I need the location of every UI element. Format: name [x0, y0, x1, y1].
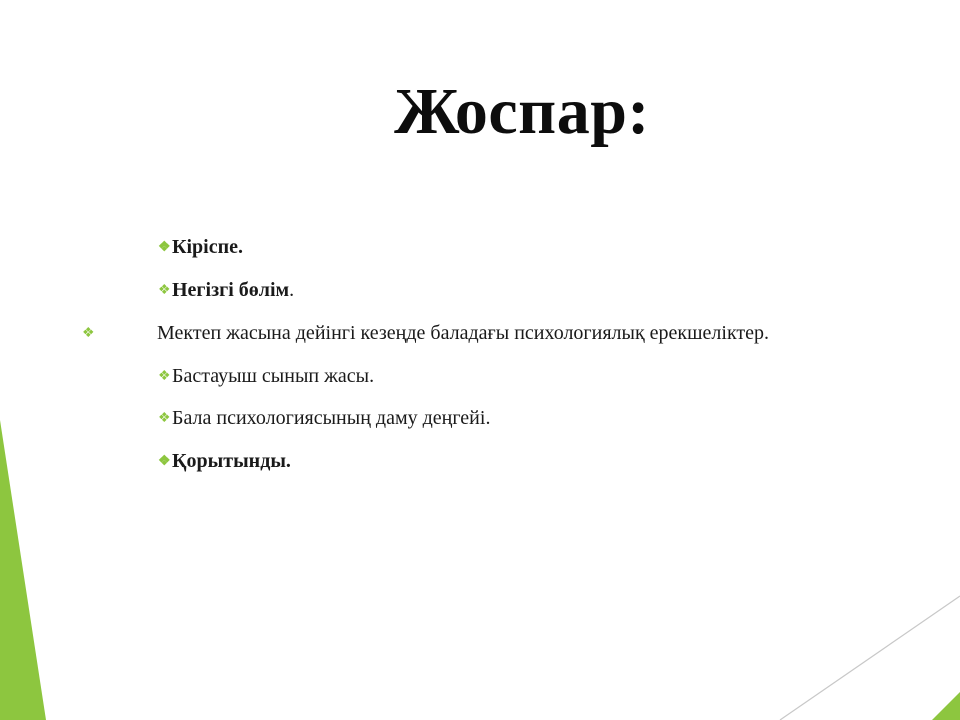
list-item-suffix: .	[289, 279, 295, 301]
diamond-bullet-icon: ❖	[158, 411, 171, 426]
list-item-text: Кіріспе.	[172, 236, 244, 258]
list-item	[158, 235, 243, 260]
list-item	[82, 321, 96, 346]
green-corner-accent	[932, 692, 960, 720]
list-item	[158, 449, 291, 474]
list-item-text: Мектеп жасына дейінгі кезеңде баладағы психологиялық ерекшеліктер.	[157, 322, 770, 344]
diamond-bullet-icon: ❖	[82, 326, 95, 341]
diamond-bullet-icon: ❖	[158, 240, 171, 255]
list-item	[158, 278, 294, 303]
diamond-bullet-icon: ❖	[158, 454, 171, 469]
list-item-text: Қорытынды.	[172, 450, 291, 472]
list-item	[158, 364, 374, 389]
diagonal-line-right	[780, 596, 960, 720]
diamond-bullet-icon: ❖	[158, 369, 171, 384]
green-left-accent	[0, 420, 46, 720]
list-item	[158, 406, 490, 431]
diamond-bullet-icon: ❖	[158, 283, 171, 298]
list-item-text: Негізгі бөлім	[172, 279, 290, 301]
page-title: Жоспар:	[394, 75, 650, 148]
list-item-text: Бала психологиясының даму деңгейі.	[172, 407, 491, 429]
list-item-text: Бастауыш сынып жасы.	[172, 365, 375, 387]
